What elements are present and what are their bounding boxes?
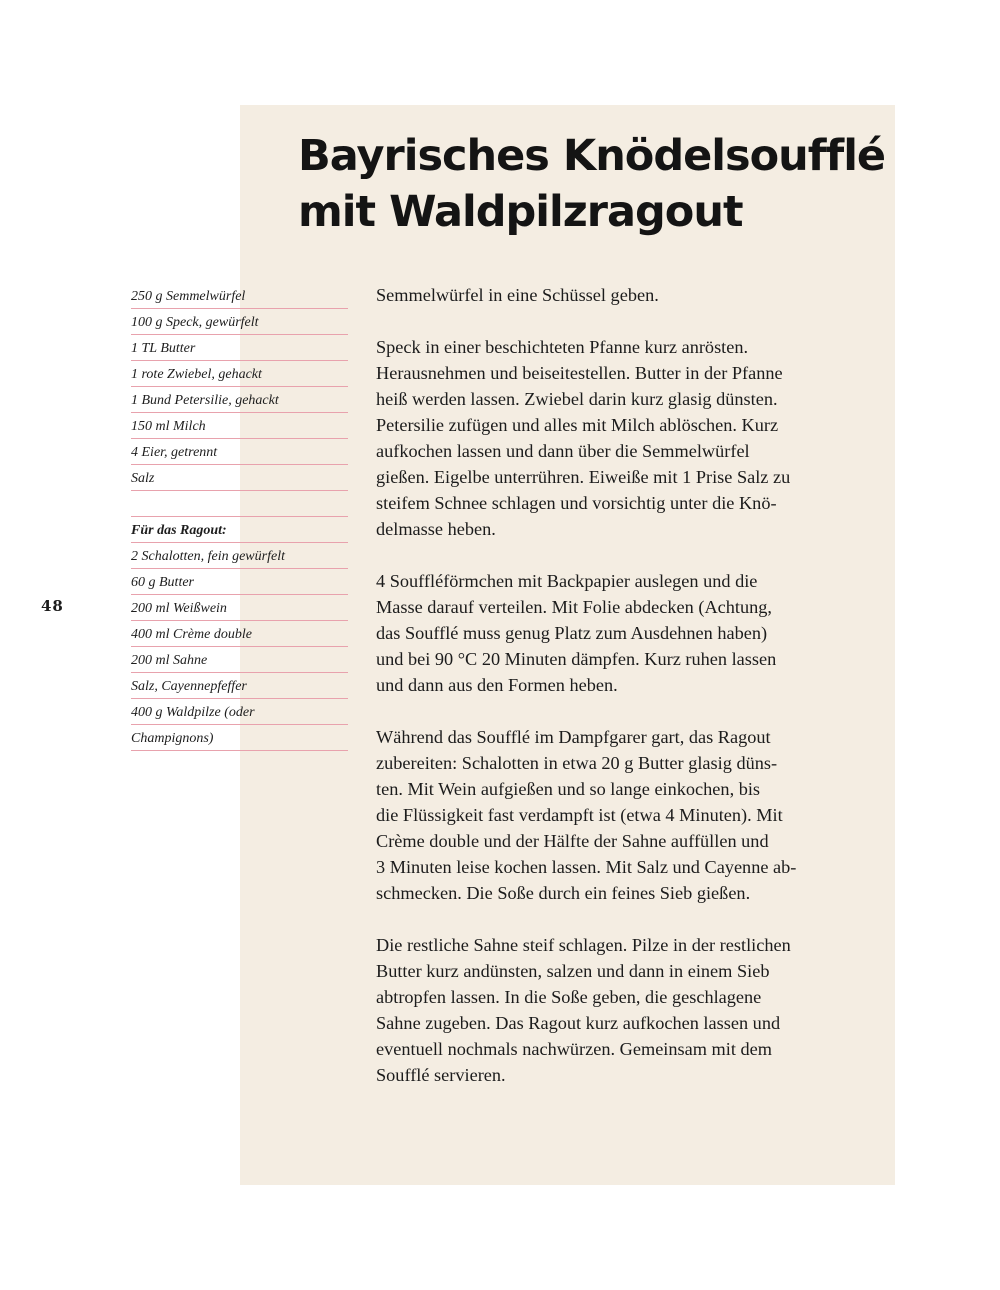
- ingredient-item: 1 rote Zwiebel, gehackt: [131, 361, 348, 387]
- ingredient-item: 200 ml Weißwein: [131, 595, 348, 621]
- instruction-line: eventuell nochmals nachwürzen. Gemeinsam mit dem: [376, 1039, 772, 1059]
- recipe-instructions: [376, 282, 876, 1114]
- ingredient-item: 1 Bund Petersilie, gehackt: [131, 387, 348, 413]
- instruction-line: und bei 90 °C 20 Minuten dämpfen. Kurz ruhen lassen: [376, 649, 777, 669]
- ingredient-item: 60 g Butter: [131, 569, 348, 595]
- instruction-line: Sahne zugeben. Das Ragout kurz aufkochen lassen und: [376, 1013, 781, 1033]
- ingredient-item: Champignons): [131, 725, 348, 751]
- instruction-line: zubereiten: Schalotten in etwa 20 g Butter glasig düns-: [376, 753, 778, 773]
- instruction-line: 3 Minuten leise kochen lassen. Mit Salz und Cayenne ab-: [376, 857, 797, 877]
- ingredient-item: 100 g Speck, gewürfelt: [131, 309, 348, 335]
- instruction-paragraph: [376, 568, 876, 698]
- instruction-line: Crème double und der Hälfte der Sahne auffüllen und: [376, 831, 769, 851]
- instruction-paragraph: [376, 334, 876, 542]
- instruction-line: aufkochen lassen und dann über die Semmelwürfel: [376, 441, 750, 461]
- page-number: 48: [41, 597, 64, 615]
- ingredient-item: 2 Schalotten, fein gewürfelt: [131, 543, 348, 569]
- ingredient-item: Salz, Cayennepfeffer: [131, 673, 348, 699]
- instruction-line: Herausnehmen und beiseitestellen. Butter in der Pfanne: [376, 363, 783, 383]
- instruction-line: Masse darauf verteilen. Mit Folie abdecken (Achtung,: [376, 597, 772, 617]
- instruction-line: 4 Souffléförmchen mit Backpapier auslegen und die: [376, 571, 758, 591]
- recipe-title-line-2: mit Waldpilzragout: [298, 187, 743, 237]
- instruction-line: Petersilie zufügen und alles mit Milch ablöschen. Kurz: [376, 415, 779, 435]
- instruction-line: delmasse heben.: [376, 519, 496, 539]
- instruction-line: Die restliche Sahne steif schlagen. Pilze in der restlichen: [376, 935, 791, 955]
- instruction-line: abtropfen lassen. In die Soße geben, die geschlagene: [376, 987, 762, 1007]
- ingredient-item: 250 g Semmelwürfel: [131, 283, 348, 309]
- ingredient-item: 4 Eier, getrennt: [131, 439, 348, 465]
- ingredient-spacer-row: [131, 491, 348, 517]
- ingredient-item: 400 g Waldpilze (oder: [131, 699, 348, 725]
- ingredient-item: 400 ml Crème double: [131, 621, 348, 647]
- instruction-line: Während das Soufflé im Dampfgarer gart, das Ragout: [376, 727, 771, 747]
- instruction-line: ten. Mit Wein aufgießen und so lange einkochen, bis: [376, 779, 761, 799]
- instruction-line: das Soufflé muss genug Platz zum Ausdehnen haben): [376, 623, 768, 643]
- instruction-line: Butter kurz andünsten, salzen und dann in einem Sieb: [376, 961, 770, 981]
- recipe-title-line-1: Bayrisches Knödelsoufflé: [298, 131, 886, 181]
- ingredient-item: 1 TL Butter: [131, 335, 348, 361]
- instruction-line: und dann aus den Formen heben.: [376, 675, 618, 695]
- instruction-paragraph: [376, 282, 876, 308]
- recipe-title: [298, 128, 898, 240]
- instruction-line: steifem Schnee schlagen und vorsichtig unter die Knö-: [376, 493, 777, 513]
- ingredient-item: Salz: [131, 465, 348, 491]
- instruction-paragraph: [376, 724, 876, 906]
- instruction-line: Soufflé servieren.: [376, 1065, 506, 1085]
- ingredient-item: 150 ml Milch: [131, 413, 348, 439]
- ingredient-item: 200 ml Sahne: [131, 647, 348, 673]
- ingredient-list: [131, 283, 348, 751]
- instruction-line: gießen. Eigelbe unterrühren. Eiweiße mit 1 Prise Salz zu: [376, 467, 791, 487]
- instruction-line: schmecken. Die Soße durch ein feines Sieb gießen.: [376, 883, 751, 903]
- instruction-line: Speck in einer beschichteten Pfanne kurz anrösten.: [376, 337, 749, 357]
- instruction-line: heiß werden lassen. Zwiebel darin kurz glasig dünsten.: [376, 389, 778, 409]
- instruction-line: Semmelwürfel in eine Schüssel geben.: [376, 285, 659, 305]
- ingredient-section-heading: Für das Ragout:: [131, 517, 348, 543]
- instruction-line: die Flüssigkeit fast verdampft ist (etwa 4 Minuten). Mit: [376, 805, 783, 825]
- instruction-paragraph: [376, 932, 876, 1088]
